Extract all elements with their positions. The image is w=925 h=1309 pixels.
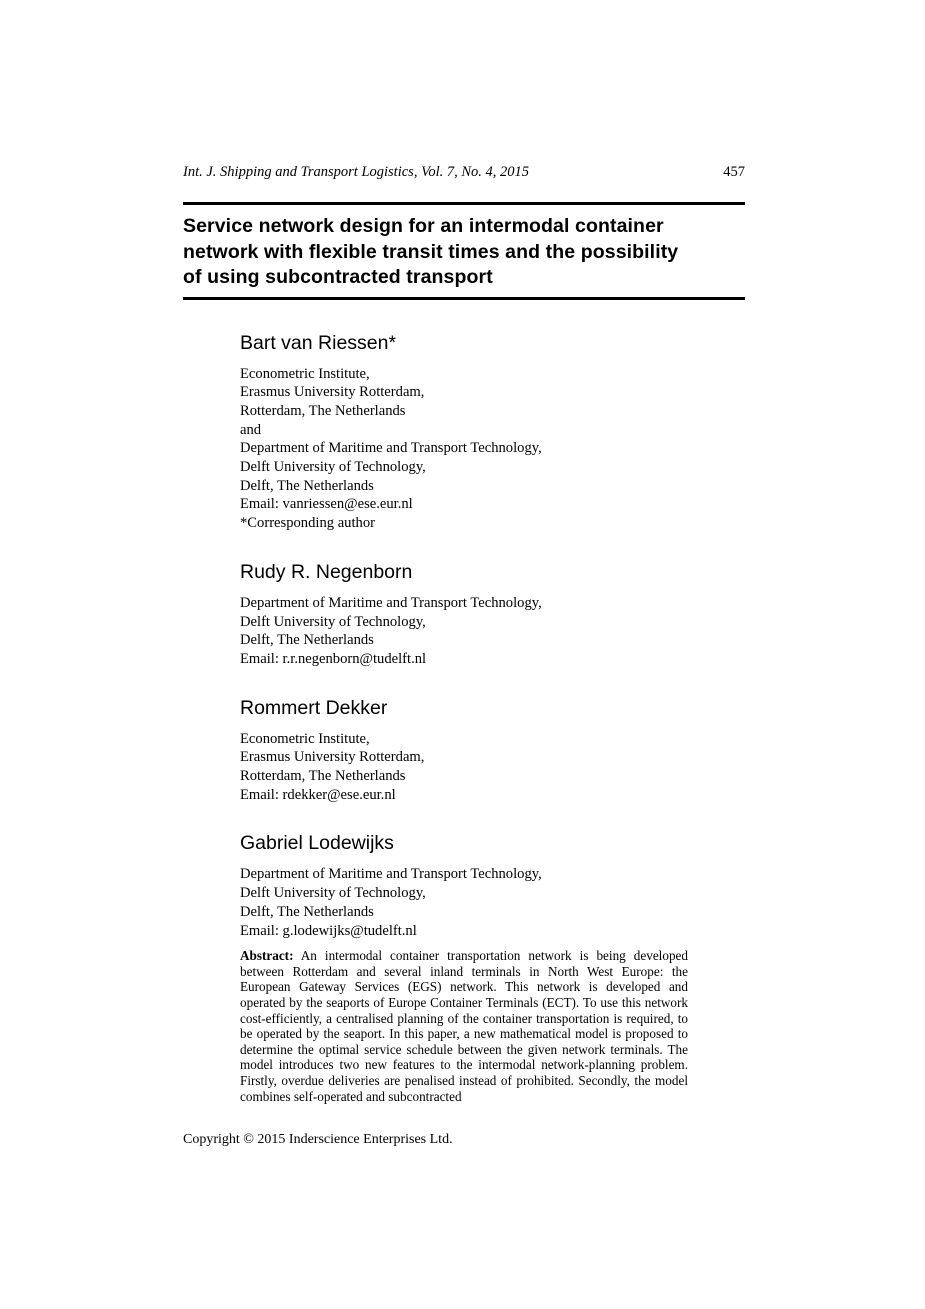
- affiliation-line: Delft University of Technology,: [240, 885, 426, 902]
- author-name: Bart van Riessen*: [240, 331, 397, 354]
- author-name: Rudy R. Negenborn: [240, 560, 413, 583]
- author-affiliation: [240, 365, 745, 533]
- paper-title-line-1: Service network design for an intermodal container: [183, 215, 664, 237]
- footer-copyright: Copyright © 2015 Inderscience Enterprises Ltd.: [183, 1132, 453, 1148]
- author-affiliation: [240, 594, 745, 669]
- author-affiliation: [240, 730, 745, 805]
- journal-citation: Int. J. Shipping and Transport Logistics, Vol. 7, No. 4, 2015: [183, 164, 530, 180]
- header-rule: [183, 202, 745, 205]
- page-number: 457: [723, 164, 745, 180]
- author-block: [240, 559, 745, 669]
- page-header: [183, 163, 745, 181]
- author-name: Gabriel Lodewijks: [240, 832, 394, 855]
- affiliation-line-email: Email: vanriessen@ese.eur.nl: [240, 496, 413, 513]
- affiliation-line: Department of Maritime and Transport Technology,: [240, 594, 542, 611]
- affiliation-line-email: Email: g.lodewijks@tudelft.nl: [240, 922, 417, 939]
- affiliation-line-corresponding: *Corresponding author: [240, 515, 375, 532]
- affiliation-line: Rotterdam, The Netherlands: [240, 402, 406, 419]
- authors-section: [240, 330, 745, 941]
- author-name: Rommert Dekker: [240, 696, 388, 719]
- affiliation-line-email: Email: rdekker@ese.eur.nl: [240, 786, 396, 803]
- affiliation-line: Delft University of Technology,: [240, 459, 426, 476]
- affiliation-line: Delft, The Netherlands: [240, 477, 374, 494]
- affiliation-line: Econometric Institute,: [240, 365, 370, 382]
- affiliation-line-email: Email: r.r.negenborn@tudelft.nl: [240, 650, 427, 667]
- affiliation-line: Erasmus University Rotterdam,: [240, 384, 425, 401]
- abstract-text: An intermodal container transportation network is being developed between Rotterdam and several inland terminals in North West Europe: the European Gateway Services (EGS) network. This network is developed and operated by the seaports of Europe Container Terminals (ECT). To use this network cost-efficiently, a centralised planning of the container transportation is required, to be operated by the seaport. In this paper, a new mathematical model is proposed to determine the optimal service schedule between the given network terminals. The model introduces two new features to the intermodal network-planning problem. Firstly, overdue deliveries are penalised instead of prohibited. Secondly, the model combines self-operated and subcontracted: [240, 948, 688, 1104]
- affiliation-line: Econometric Institute,: [240, 730, 370, 747]
- abstract: [240, 948, 688, 1104]
- affiliation-line: Rotterdam, The Netherlands: [240, 768, 406, 785]
- paper-title: [183, 214, 745, 291]
- paper-title-line-3: of using subcontracted transport: [183, 266, 493, 288]
- author-block: [240, 695, 745, 805]
- author-block: [240, 830, 745, 940]
- affiliation-line: Department of Maritime and Transport Technology,: [240, 866, 542, 883]
- affiliation-line: Erasmus University Rotterdam,: [240, 749, 425, 766]
- affiliation-line: Delft, The Netherlands: [240, 632, 374, 649]
- affiliation-line: Delft, The Netherlands: [240, 903, 374, 920]
- affiliation-line: Delft University of Technology,: [240, 613, 426, 630]
- paper-title-line-2: network with flexible transit times and the possibility: [183, 240, 679, 263]
- author-affiliation: [240, 865, 745, 940]
- abstract-label: Abstract:: [240, 948, 294, 964]
- affiliation-line: and: [240, 421, 262, 438]
- author-block: [240, 330, 745, 533]
- title-rule: [183, 297, 745, 300]
- affiliation-line: Department of Maritime and Transport Technology,: [240, 440, 542, 457]
